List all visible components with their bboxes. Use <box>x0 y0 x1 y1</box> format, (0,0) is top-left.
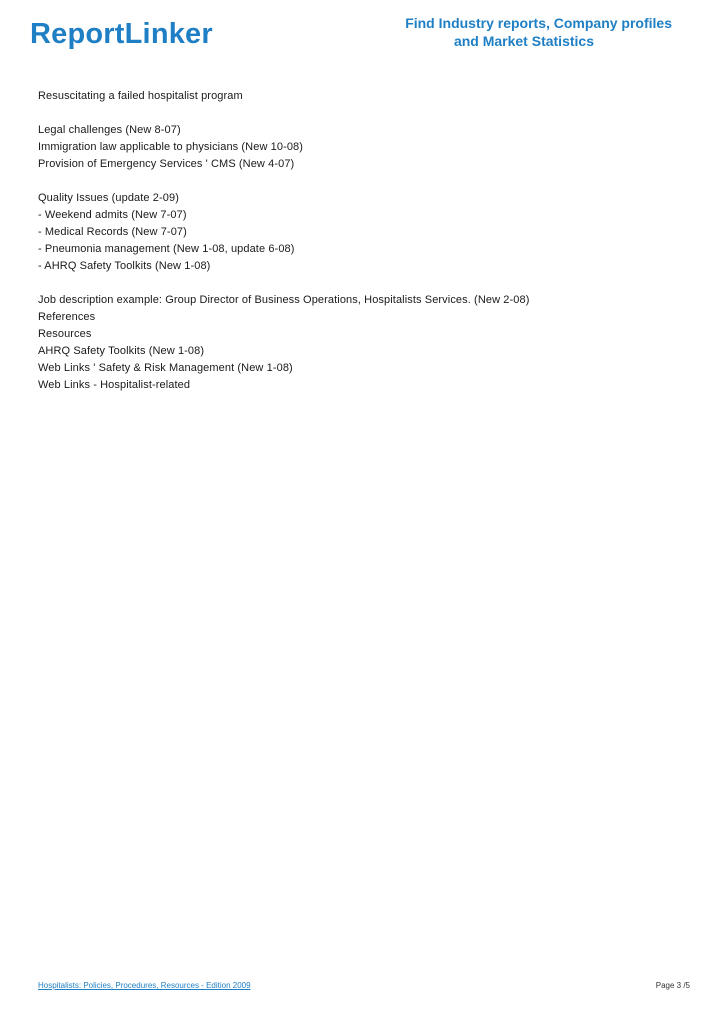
text-line: Resuscitating a failed hospitalist program <box>38 90 243 102</box>
text-line: - AHRQ Safety Toolkits (New 1-08) <box>38 260 211 272</box>
header-tagline <box>372 14 672 50</box>
text-line: Job description example: Group Director of Business Operations, Hospitalists Services. (New 2-08) <box>38 294 530 306</box>
text-line: AHRQ Safety Toolkits (New 1-08) <box>38 345 205 357</box>
text-line: Quality Issues (update 2-09) <box>38 192 179 204</box>
paragraph <box>38 190 698 275</box>
tagline-line-2: and Market Statistics <box>453 33 594 49</box>
tagline-line-1: Find Industry reports, Company profiles <box>405 15 672 31</box>
text-line: Web Links - Hospitalist-related <box>38 379 191 391</box>
text-line: - Medical Records (New 7-07) <box>38 226 187 238</box>
text-line: - Pneumonia management (New 1-08, update 6-08) <box>38 243 295 255</box>
text-line: References <box>38 311 96 323</box>
paragraph <box>38 292 698 394</box>
page-number: Page 3 /5 <box>655 981 690 990</box>
text-line: Legal challenges (New 8-07) <box>38 124 181 136</box>
reportlinker-logo[interactable]: ReportLinker <box>30 18 213 50</box>
text-line: - Weekend admits (New 7-07) <box>38 209 187 221</box>
document-body <box>38 88 698 411</box>
text-line: Resources <box>38 328 92 340</box>
paragraph <box>38 88 698 105</box>
text-line: Immigration law applicable to physicians (New 10-08) <box>38 141 304 153</box>
paragraph <box>38 122 698 173</box>
text-line: Web Links ' Safety & Risk Management (New 1-08) <box>38 362 293 374</box>
footer-report-link[interactable]: Hospitalists: Policies, Procedures, Resources - Edition 2009 <box>38 981 251 990</box>
text-line: Provision of Emergency Services ' CMS (New 4-07) <box>38 158 295 170</box>
